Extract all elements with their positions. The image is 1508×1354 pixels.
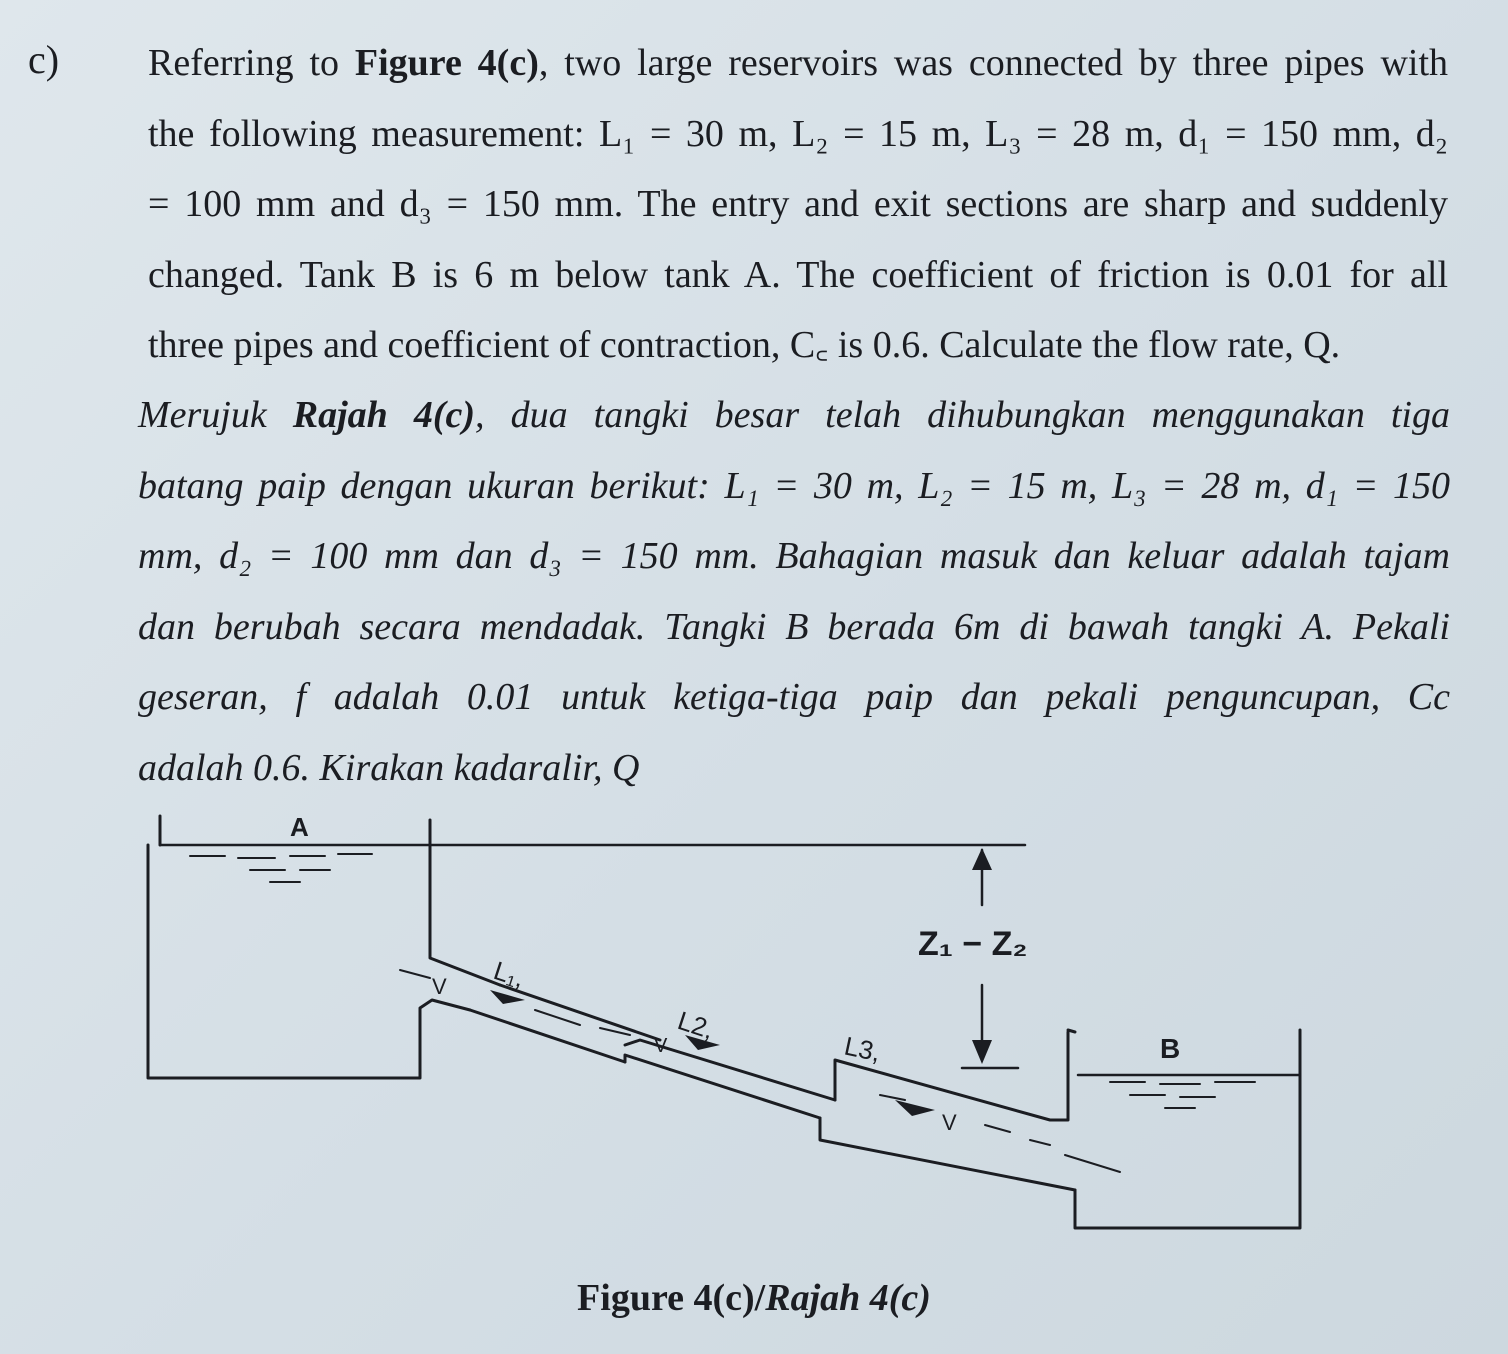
pipe-2-label: L2,: [674, 1005, 718, 1045]
caption-english: Figure 4(c)/: [577, 1277, 766, 1319]
pipe-3-label: L3,: [841, 1030, 884, 1068]
question-text-malay: [138, 380, 1450, 803]
malay-line-6: adalah 0.6. Kirakan kadaralir, Q: [138, 746, 640, 789]
reservoir-pipe-figure: [140, 808, 1320, 1238]
tank-b-outline: [1068, 1030, 1300, 1228]
english-line-4: changed. Tank B is 6 m below tank A. The coefficient of friction is 0.01 for all: [148, 253, 1448, 296]
flow-arrow-3: [895, 1100, 935, 1116]
caption-malay: Rajah 4(c): [765, 1277, 931, 1319]
rajah-reference: Rajah 4(c): [292, 394, 476, 436]
tank-a-label: A: [290, 812, 309, 842]
malay-line-1: [138, 380, 1450, 451]
question-label: c): [28, 37, 60, 82]
malay-line-1-post: , dua tangki besar telah dihubungkan menggunakan tiga: [475, 394, 1450, 436]
head-lower-arrowhead: [972, 1040, 992, 1064]
english-line-2: the following measurement: L₁ = 30 m, L₂ = 15 m, L₃ = 28 m, d₁ = 150 mm, d₂: [148, 112, 1448, 155]
figure-reference: Figure 4(c): [354, 42, 539, 84]
english-line-1-pre: Referring to: [148, 42, 355, 84]
head-upper-arrowhead: [972, 848, 992, 870]
velocity-label-1: V: [432, 974, 447, 999]
malay-line-4: dan berubah secara mendadak. Tangki B berada 6m di bawah tangki A. Pekali: [138, 605, 1450, 648]
pipe-1-label: L₁,: [490, 955, 529, 994]
english-line-1-post: , two large reservoirs was connected by three pipes with: [538, 42, 1449, 84]
head-difference-label: Z₁ − Z₂: [918, 925, 1028, 963]
malay-line-1-pre: Merujuk: [138, 394, 293, 436]
question-text-english: [148, 28, 1448, 381]
malay-line-5: geseran, f adalah 0.01 untuk ketiga-tiga paip dan pekali penguncupan, Cc: [138, 676, 1450, 718]
velocity-label-3: V: [942, 1110, 957, 1135]
malay-line-3: mm, d₂ = 100 mm dan d₃ = 150 mm. Bahagian masuk dan keluar adalah tajam: [138, 535, 1450, 577]
english-line-3: = 100 mm and d₃ = 150 mm. The entry and exit sections are sharp and suddenly: [148, 183, 1448, 225]
velocity-label-2: V: [654, 1035, 668, 1057]
english-line-1: [148, 28, 1448, 99]
tank-b-label: B: [1160, 1033, 1181, 1064]
malay-line-2: batang paip dengan ukuran berikut: L₁ = 30 m, L₂ = 15 m, L₃ = 28 m, d₁ = 150: [138, 464, 1450, 507]
english-line-5: three pipes and coefficient of contraction, C꜀ is 0.6. Calculate the flow rate, Q.: [148, 324, 1341, 366]
figure-caption: [0, 1276, 1508, 1320]
